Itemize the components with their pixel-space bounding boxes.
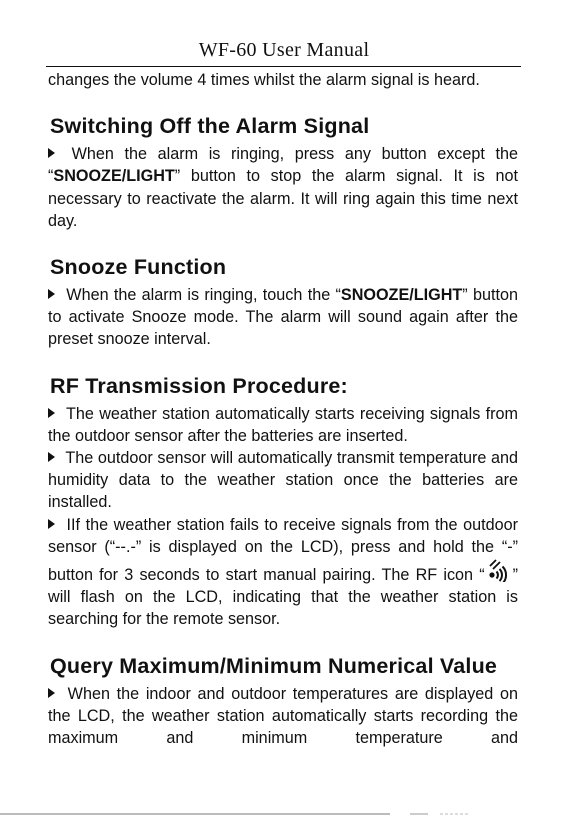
section-heading-snooze: Snooze Function	[50, 255, 227, 280]
header-divider	[46, 66, 521, 67]
page-content	[48, 69, 518, 749]
snooze-text-a: When the alarm is ringing, touch the “	[61, 286, 341, 305]
bullet-arrow-icon	[48, 519, 55, 529]
rf-text-2: The outdoor sensor will automatically transmit temperature and humidity data to the weather station once the batteries are installed.	[48, 449, 518, 512]
rf-paragraph-1	[48, 403, 518, 447]
section-heading-rf-transmission: RF Transmission Procedure:	[50, 373, 348, 398]
bullet-arrow-icon	[48, 688, 55, 698]
intro-paragraph: changes the volume 4 times whilst the alarm signal is heard.	[48, 71, 480, 89]
rf-paragraph-3	[48, 514, 518, 631]
snooze-paragraph	[48, 284, 518, 351]
page-header-title: WF-60 User Manual	[198, 39, 370, 61]
section-heading-query-max-min: Query Maximum/Minimum Numerical Value	[50, 653, 498, 678]
query-text: When the indoor and outdoor temperatures are displayed on the LCD, the weather station automatically starts recording the maximum and minimum temperature and	[48, 684, 518, 748]
bullet-arrow-icon	[48, 148, 55, 158]
section-heading-switching-off: Switching Off the Alarm Signal	[50, 114, 370, 139]
snooze-light-label: SNOOZE/LIGHT	[53, 167, 175, 186]
switching-off-paragraph	[48, 143, 518, 232]
rf-text-1: The weather station automatically starts receiving signals from the outdoor sensor after the batteries are inserted.	[48, 404, 518, 445]
switching-off-text-b: ” button to stop the alarm signal. It is not necessary to reactivate the alarm. It will ring again this time next day.	[48, 167, 518, 230]
rf-text-3b: ” will flash on the LCD, indicating that the weather station is searching for the remote sensor.	[48, 566, 518, 629]
switching-off-text-a: When the alarm is ringing, press any button except the “	[48, 145, 518, 186]
bullet-arrow-icon	[48, 452, 55, 462]
bullet-arrow-icon	[48, 289, 55, 299]
rf-signal-icon	[486, 558, 512, 582]
rf-paragraph-2	[48, 447, 518, 514]
bullet-arrow-icon	[48, 408, 55, 418]
footer-divider	[0, 812, 568, 820]
rf-text-3a: IIf the weather station fails to receive signals from the outdoor sensor (“--.-” is displayed on the LCD), press and hold the “-” button for 3 seconds to start manual pairing. The RF icon “	[48, 515, 518, 585]
snooze-text-b: ” button to activate Snooze mode. The alarm will sound again after the preset snooze interval.	[48, 286, 518, 349]
query-paragraph	[48, 683, 518, 750]
snooze-light-label: SNOOZE/LIGHT	[340, 286, 463, 305]
